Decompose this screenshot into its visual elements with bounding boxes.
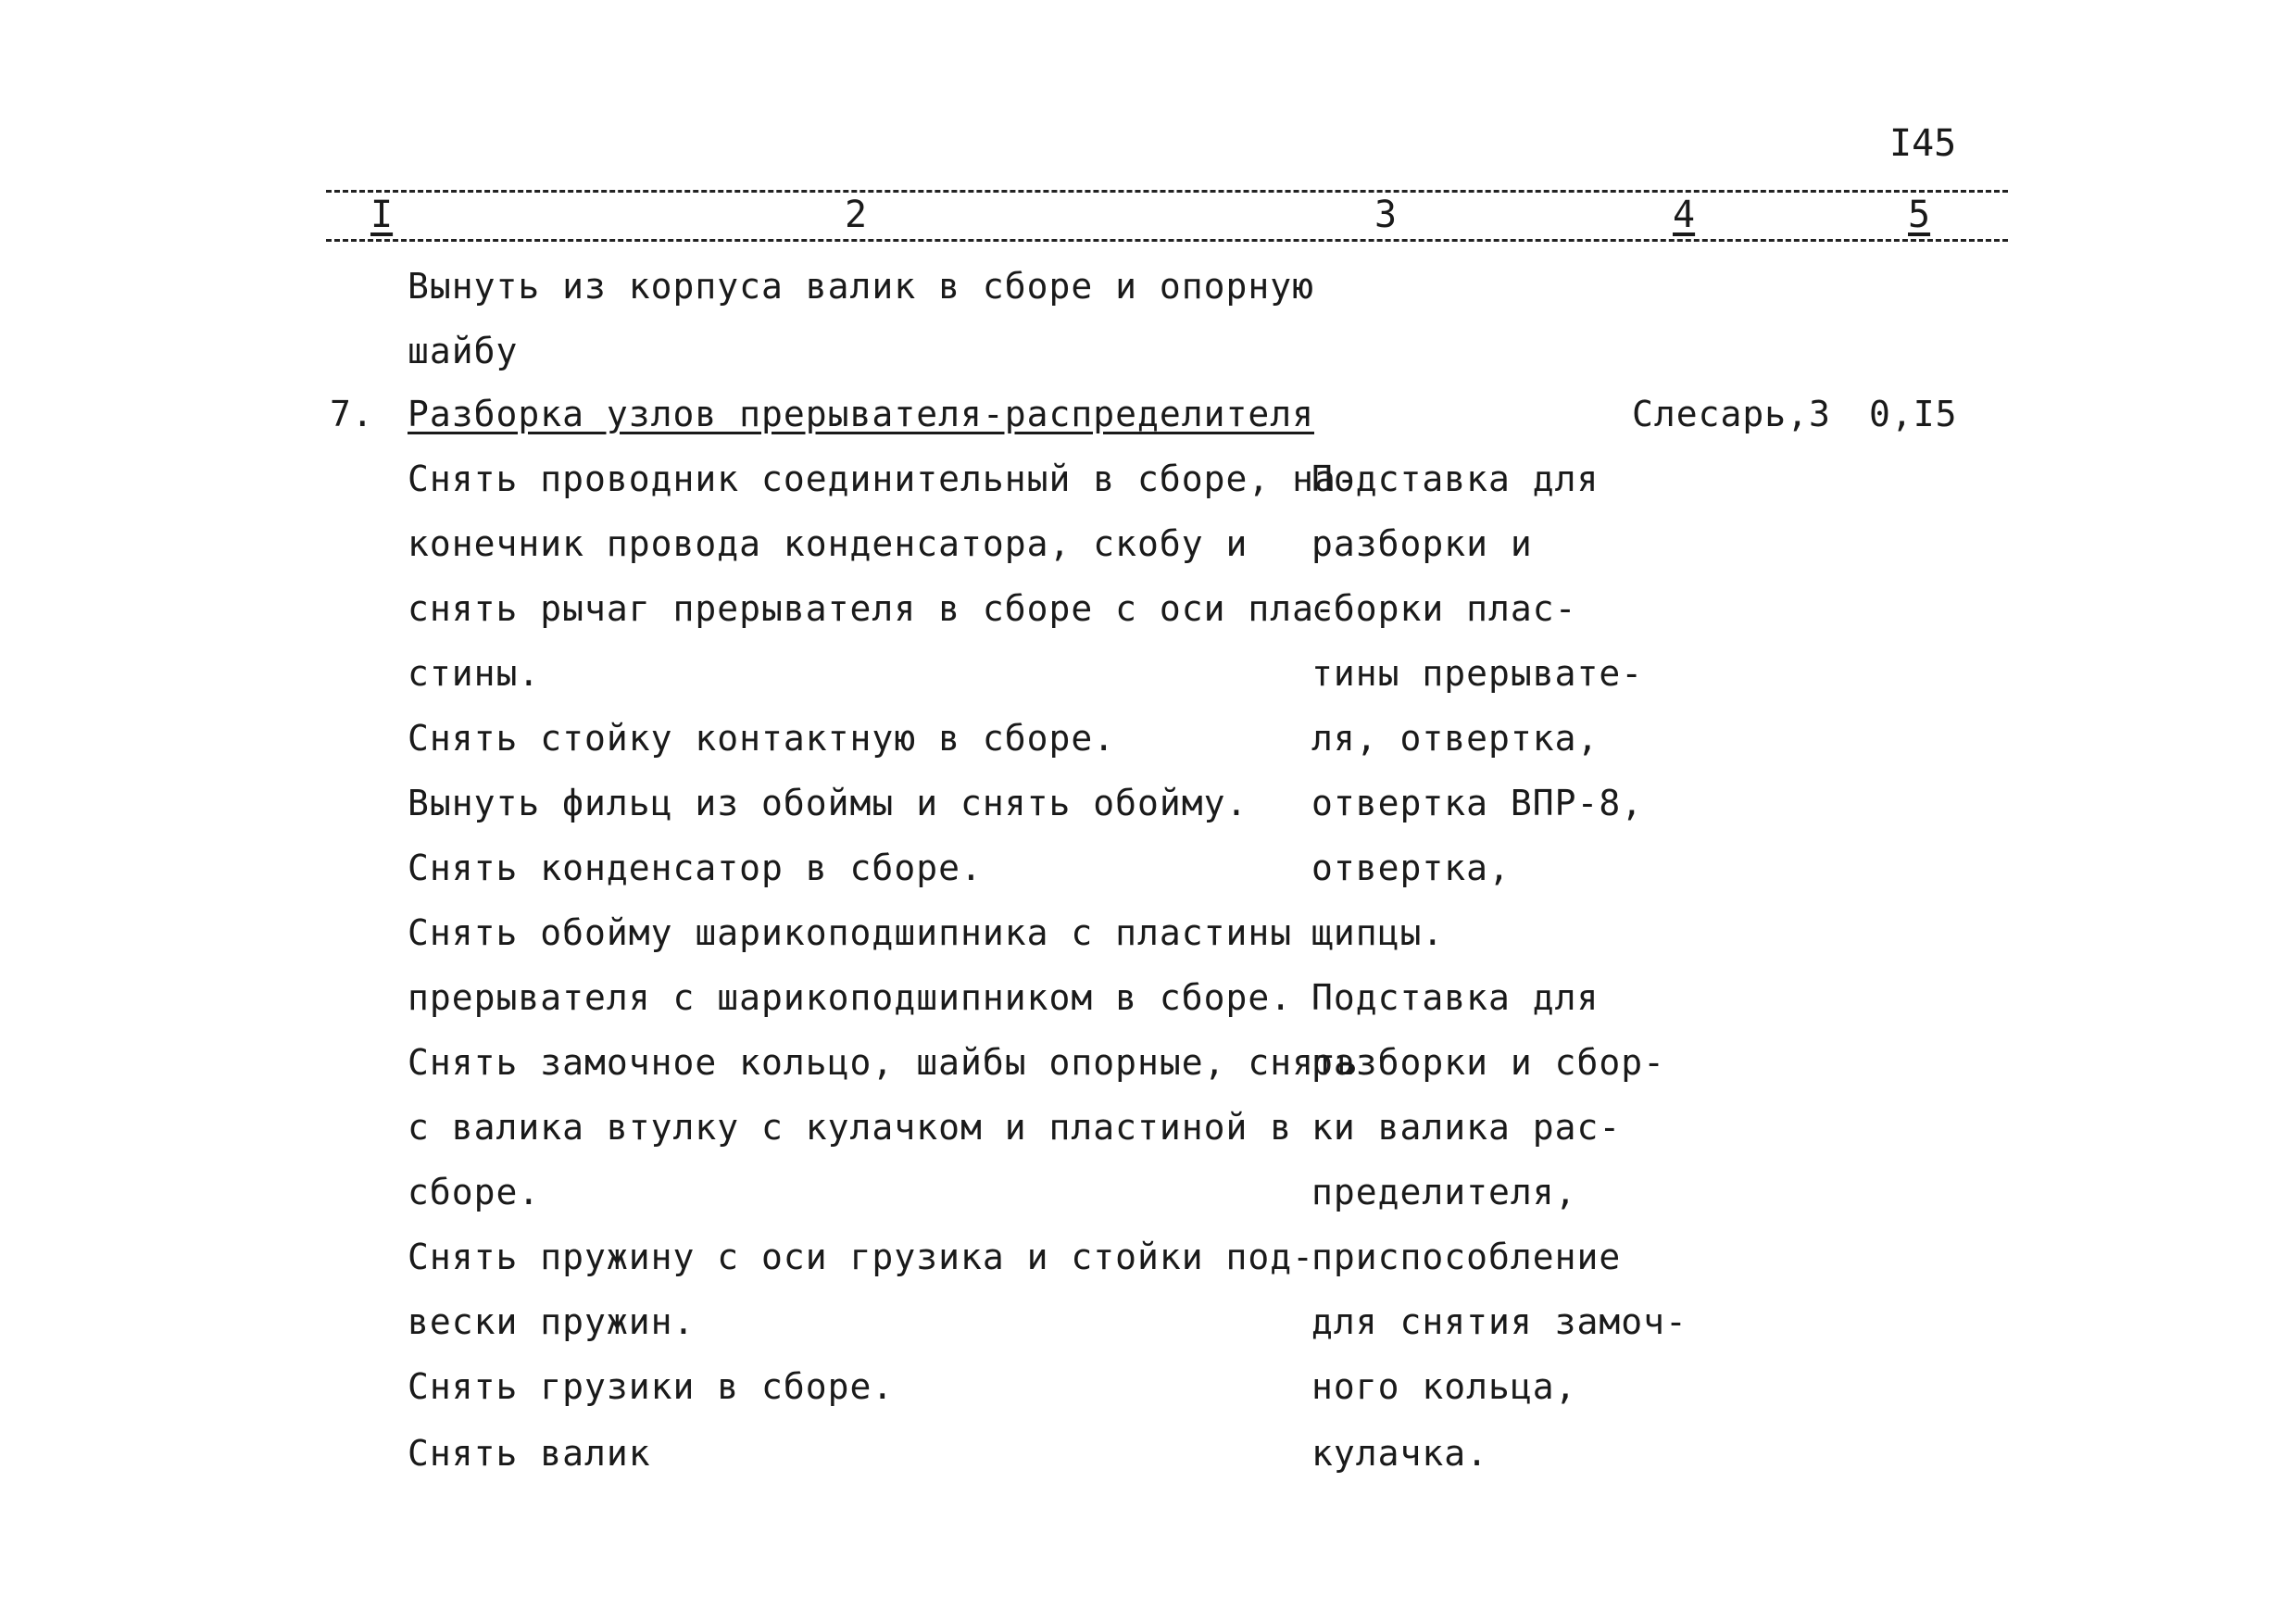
continuation-line: шайбу [408,331,519,371]
column-number-3: 3 [1374,194,1398,236]
tool-line: щипцы. [1311,912,1445,953]
column-number-5: 5 [1908,194,1931,236]
tool-line: ки валика рас- [1311,1107,1622,1148]
tool-line: отвертка ВПР-8, [1311,783,1644,823]
item-number: 7. [330,394,374,434]
tool-line: ля, отвертка, [1311,718,1600,759]
tool-line: отвертка, [1311,848,1511,888]
description-line: снять рычаг прерывателя в сборе с оси пла- [408,588,1336,629]
tool-line: разборки и сбор- [1311,1042,1666,1083]
worker-category: Слесарь,3 [1632,394,1831,434]
description-line: Снять замочное кольцо, шайбы опорные, снять [408,1042,1359,1083]
description-line: Снять валик [408,1433,651,1474]
continuation-line: Вынуть из корпуса валик в сборе и опорную [408,266,1314,307]
description-line: Снять обойму шарикоподшипника с пластины [408,912,1293,953]
description-line: вески пружин. [408,1301,696,1342]
column-number-4: 4 [1673,194,1696,236]
tool-line: пределителя, [1311,1172,1577,1212]
page-number: I45 [1889,122,1957,165]
item-title: Разборка узлов прерывателя-распределителя [408,394,1314,434]
description-line: Снять проводник соединительный в сборе, на- [408,458,1359,499]
description-line: Снять конденсатор в сборе. [408,848,983,888]
tool-line: сборки плас- [1311,588,1577,629]
tool-line: приспособление [1311,1237,1622,1277]
description-line: прерывателя с шарикоподшипником в сборе. [408,977,1293,1018]
description-line: стины. [408,653,541,694]
tool-line: ного кольца, [1311,1366,1577,1407]
description-line: с валика втулку с кулачком и пластиной в [408,1107,1293,1148]
tool-line: Подставка для [1311,458,1600,499]
tool-line: разборки и [1311,523,1533,564]
header-bottom-rule [326,239,2008,242]
column-number-2: 2 [845,194,868,236]
description-line: Вынуть фильц из обоймы и снять обойму. [408,783,1248,823]
header-top-rule [326,190,2008,193]
tool-line: для снятия замоч- [1311,1301,1687,1342]
column-number-1: I [370,194,394,236]
tool-line: тины прерывате- [1311,653,1644,694]
description-line: конечник провода конденсатора, скобу и [408,523,1248,564]
description-line: сборе. [408,1172,541,1212]
tool-line: Подставка для [1311,977,1600,1018]
tool-line: кулачка. [1311,1433,1489,1474]
description-line: Снять грузики в сборе. [408,1366,895,1407]
description-line: Снять пружину с оси грузика и стойки под- [408,1237,1314,1277]
time-norm: 0,I5 [1869,394,1958,434]
description-line: Снять стойку контактную в сборе. [408,718,1116,759]
